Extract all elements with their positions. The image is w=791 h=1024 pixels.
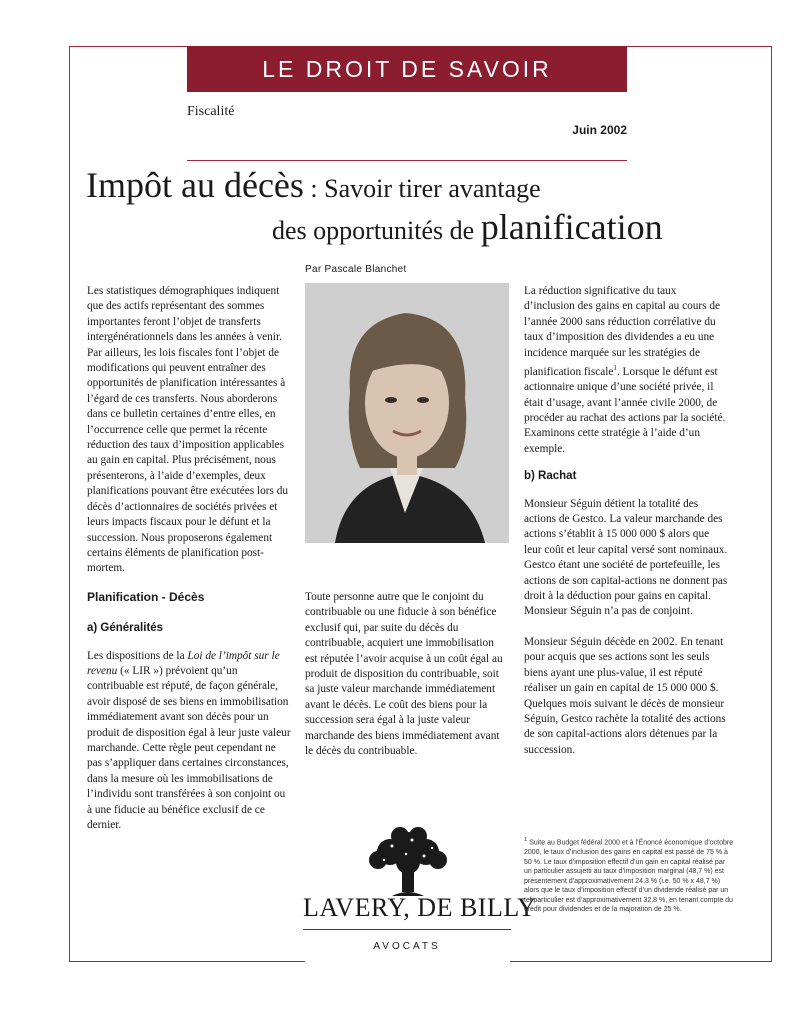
- title-sub-2: des opportunités de: [272, 216, 481, 245]
- section-heading: Planification - Décès: [87, 589, 205, 604]
- footnote: [524, 836, 734, 915]
- p2-before: Les dispositions de la: [87, 649, 188, 662]
- footnote-ref: 1: [613, 364, 617, 373]
- article-title-line-1: [86, 164, 541, 206]
- newsletter-banner: [187, 46, 627, 92]
- tree-logo-icon: [362, 826, 454, 898]
- subheading-generalites: a) Généralités: [87, 622, 164, 635]
- frame-gap: [305, 955, 510, 969]
- section-label: Fiscalité: [187, 104, 235, 119]
- banner-title: LE DROIT DE SAVOIR: [262, 55, 552, 82]
- p1-after: . Lorsque le défunt est actionnaire unique d’une société privée, il était d’usage, avant l’année civile 2000, de procéder au rachat des actions par la société. Examinons cette stratégie à l’aide d’un exemple.: [524, 365, 726, 455]
- column-2-paragraph: Toute personne autre que le conjoint du contribuable ou une fiducie à son bénéfice exclusif qui, par suite du décès du contribuable, acquiert une immobilisation est réputée l’avoir acquise à un coût égal au produit de disposition du contribuable, soit sa juste valeur marchande immédiatement avant le décès. Le coût des biens pour la succession sera égal à la juste valeur marchande des biens immédiatement avant le décès du contribuable.: [305, 591, 503, 758]
- author-byline: Par Pascale Blanchet: [305, 264, 407, 275]
- header-rule: [187, 160, 627, 161]
- generalites-paragraph: [87, 649, 292, 834]
- column-3: [524, 284, 729, 758]
- column-1: [87, 284, 292, 833]
- column-2: [305, 590, 508, 759]
- title-emphasis: planification: [480, 207, 663, 247]
- subheading-rachat: b) Rachat: [524, 470, 577, 483]
- logo-rule: [303, 929, 511, 930]
- rachat-paragraph-2: Monsieur Séguin décède en 2002. En tenant pour acquis que ses actions sont les seuls biens ayant une plus-value, il est réputé réaliser un gain en capital de 15 000 000 $. Quelques mois suivant le décès de monsieur Séguin, Gestco rachète la totalité des actions de son capital-actions alors détenues par la succession.: [524, 635, 726, 756]
- article-title-line-2: [272, 206, 663, 248]
- portrait-image: [305, 283, 509, 543]
- footnote-text: Suite au Budget fédéral 2000 et à l’Énoncé économique d’octobre 2000, le taux d’inclusion des gains en capital est passé de 75 % à 50 %. Le taux d’imposition effectif d’un gain en capital réalisé par un particulier assujetti au taux d’imposition marginal (48,7 %) est présentement d’approximativement 24,3 % (i.e. 50 % x 48,7 %) alors que le taux d’imposition effectif d’un dividende réalisé par un tel particulier est d’approximativement 32,8 %, en tenant compte du crédit pour dividendes et de la majoration de 25 %.: [524, 839, 734, 914]
- rachat-intro-paragraph: [524, 284, 729, 457]
- rachat-paragraph-1: Monsieur Séguin détient la totalité des actions de Gestco. La valeur marchande des actions s’établit à 15 000 000 $ alors que leur coût et leur capital versé sont nominaux. Gestco étant une société de portefeuille, les actions de son capital-actions ne donnent pas droit à la déduction pour gains en capital. Monsieur Séguin n’a pas de conjoint.: [524, 497, 728, 618]
- intro-paragraph: Les statistiques démographiques indiquent que des actifs représentant des sommes importantes feront l’objet de transferts intergénérationnels dans les années à venir. Par ailleurs, les lois fiscales font l’objet de modifications qui peuvent entraîner des opportunités de planification intéressantes à l’égard de ces transferts. Nous aborderons dans ce bulletin certaines d’entre elles, en l’occurrence celle que permet la récente réduction des taux d’imposition applicables au gain en capital. Plus précisément, nous présenterons, à l’aide d’exemples, deux planifications pouvant être exécutées lors du décès d’actionnaires de sociétés privées et leurs impacts fiscaux pour le défunt et la succession. Nous proposerons également certains éléments de planification post-mortem.: [87, 285, 289, 575]
- title-sub-1: : Savoir tirer avantage: [303, 174, 541, 203]
- p2-after: (« LIR ») prévoient qu’un contribuable est réputé, de façon générale, avoir disposé de ses biens en immobilisation immédiatement avant son décès pour un produit de disposition égal à leur juste valeur marchande. Cette règle peut cependant ne pas s’appliquer dans certaines circonstances, dans la mesure où les immobilisations de l’individu sont transférées à son conjoint ou à une fiducie au bénéfice exclusif de ce dernier.: [87, 664, 291, 831]
- issue-date: Juin 2002: [572, 123, 627, 137]
- firm-subtitle: AVOCATS: [373, 941, 441, 952]
- footnote-marker: 1: [524, 837, 528, 843]
- law-title: Loi de l’impôt sur le revenu: [87, 649, 280, 677]
- title-main: Impôt au décès: [86, 165, 304, 205]
- firm-name-logo: LAVERY, DE BILLY: [303, 893, 537, 922]
- author-photo: [305, 283, 509, 543]
- p1-before: La réduction significative du taux d’inclusion des gains en capital au cours de l’année 2000 sans réduction corrélative du taux d’imposition des dividendes a eu une incidence marquée sur les stratégies de planification fiscale: [524, 285, 721, 378]
